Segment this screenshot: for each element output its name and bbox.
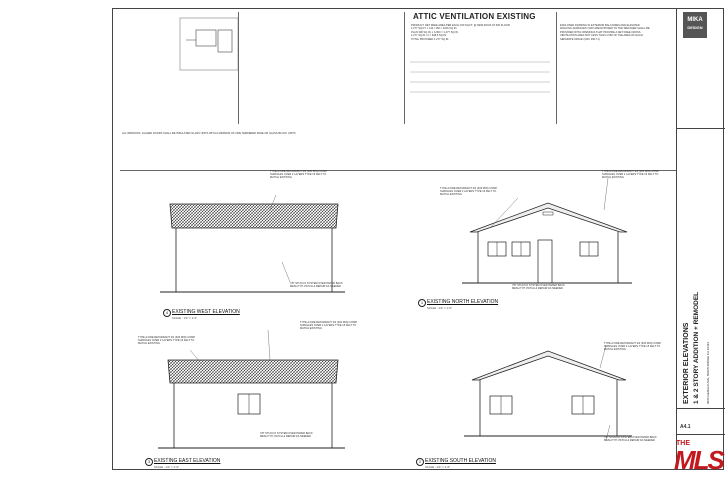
west-elevation — [160, 195, 345, 292]
north-roof-callout-right: TYPE A FIRE RETARDANT 3/2 (300 MIN) COMP. SHINGLES OVER 2 LAYERS TYPE 15 FELT TO MATCH EXISTING — [602, 170, 660, 180]
east-elevation-scale: SCALE : 1/4" = 1'-0" — [154, 465, 180, 469]
title-block-divider-2 — [677, 408, 725, 409]
project-address: 9626 GERALD AVE, NORTHRIDGE CA 91343 — [706, 341, 710, 404]
north-roof-callout: TYPE A FIRE RETARDANT 3/2 (300 MIN) COMP. SHINGLES OVER 2 LAYERS TYPE 15 FELT TO MATCH EXISTING — [440, 187, 498, 197]
west-roof-callout: TYPE A FIRE RETARDANT 3/2 (300 MIN) COMP. SHINGLES OVER 2 LAYERS TYPE 15 FELT TO MATCH EXISTING — [270, 170, 328, 180]
sheet-title-vertical — [679, 208, 723, 408]
north-elevation-scale: SCALE : 1/4" = 1'-0" — [427, 306, 453, 310]
mls-watermark: THE MLS — [674, 440, 723, 475]
title-block-divider — [677, 128, 725, 129]
east-stucco-callout: 7/8" STUCCO SYSTEM OVER PAPER BACK MESH TYP. PATCH & REPAIR AS NEEDED — [260, 432, 313, 439]
south-roof-callout: TYPE A FIRE RETARDANT 3/2 (300 MIN) COMP. SHINGLES OVER 2 LAYERS TYPE 15 FELT TO MATCH EXISTING — [604, 342, 662, 352]
east-roof-callout-left: TYPE A FIRE RETARDANT 3/2 (300 MIN) COMP. SHINGLES OVER 2 LAYERS TYPE 15 FELT TO MATCH EXISTING — [138, 336, 196, 346]
south-elevation-number: 2 — [416, 458, 424, 466]
east-elevation — [158, 330, 345, 448]
north-elevation-label: EXISTING NORTH ELEVATION — [427, 299, 499, 305]
east-elevation-number: 3 — [145, 458, 153, 466]
south-elevation-label: EXISTING SOUTH ELEVATION — [425, 458, 496, 464]
north-elevation-number: 1 — [418, 299, 426, 307]
west-elevation-number: 4 — [163, 309, 171, 317]
attic-notes-right: ENCLOSED FRAMING IN EXTERIOR BALCONIES AND ELEVATED WALKING SURFACES THAT ARE EXPOSED TO THE WEATHER SHALL BE PROVIDED WITH OPENINGS THAT PROVIDE A NET FREE CROSS VENTILATION AREA NOT LESS THAN 1/150 OF THE AREA OF EACH SEPARATE SPACE (CRC R317.1) — [560, 24, 650, 41]
east-elevation-label: EXISTING EAST ELEVATION — [154, 458, 221, 464]
south-elevation — [464, 345, 632, 440]
north-stucco-callout: 7/8" STUCCO SYSTEM OVER PAPER BACK MESH TYP. PATCH & REPAIR AS NEEDED — [512, 284, 565, 291]
south-stucco-callout: 7/8" STUCCO SYSTEM OVER PAPER BACK MESH TYP. PATCH & REPAIR AS NEEDED — [604, 436, 657, 443]
title-block — [676, 8, 724, 470]
east-roof-callout: TYPE A FIRE RETARDANT 3/2 (300 MIN) COMP. SHINGLES OVER 2 LAYERS TYPE 15 FELT TO MATCH EXISTING — [300, 321, 358, 331]
attic-notes-left: PRODUCT: NET FREE AREA PER EACH 150 SQ.FT. @ NEW ROOF AT 300 FLOOR 1,277 SQ.FT. x 144 / 150 = 1226 SQ.IN. PLAN 300 SQ.IN. x 1/300 = 1,277 SQ.IN. 1,277 SQ.IN / 2 = 638.5 SQ.IN. TOTAL PROVIDED 1,277 SQ.IN. — [411, 24, 510, 41]
sheet-number: A4.1 — [680, 424, 691, 430]
sheet-title-2: 1 & 2 STORY ADDITION + REMODEL — [693, 291, 700, 404]
south-elevation-scale: SCALE : 1/4" = 1'-0" — [425, 465, 451, 469]
mika-design-logo: MIKA DESIGN — [683, 12, 707, 38]
plan-thumbnail — [180, 18, 238, 70]
sheet-title-1: EXTERIOR ELEVATIONS — [683, 322, 690, 404]
attic-ventilation-title: ATTIC VENTILATION EXISTING — [413, 12, 536, 21]
bottom-note: ALL WINDOWS, GLAZED DOORS SHALL BE INSULATED GLASS UNITS WITH A MINIMUM OF ONE TEMPERED PANE OR GLASS BLOCK UNITS — [122, 132, 296, 135]
title-block-divider-3 — [677, 434, 725, 435]
west-elevation-label: EXISTING WEST ELEVATION — [172, 309, 240, 315]
west-elevation-scale: SCALE : 1/4" = 1'-0" — [172, 316, 198, 320]
west-stucco-callout: 7/8" STUCCO SYSTEM OVER PAPER BACK MESH TYP. PATCH & REPAIR AS NEEDED — [290, 282, 343, 289]
